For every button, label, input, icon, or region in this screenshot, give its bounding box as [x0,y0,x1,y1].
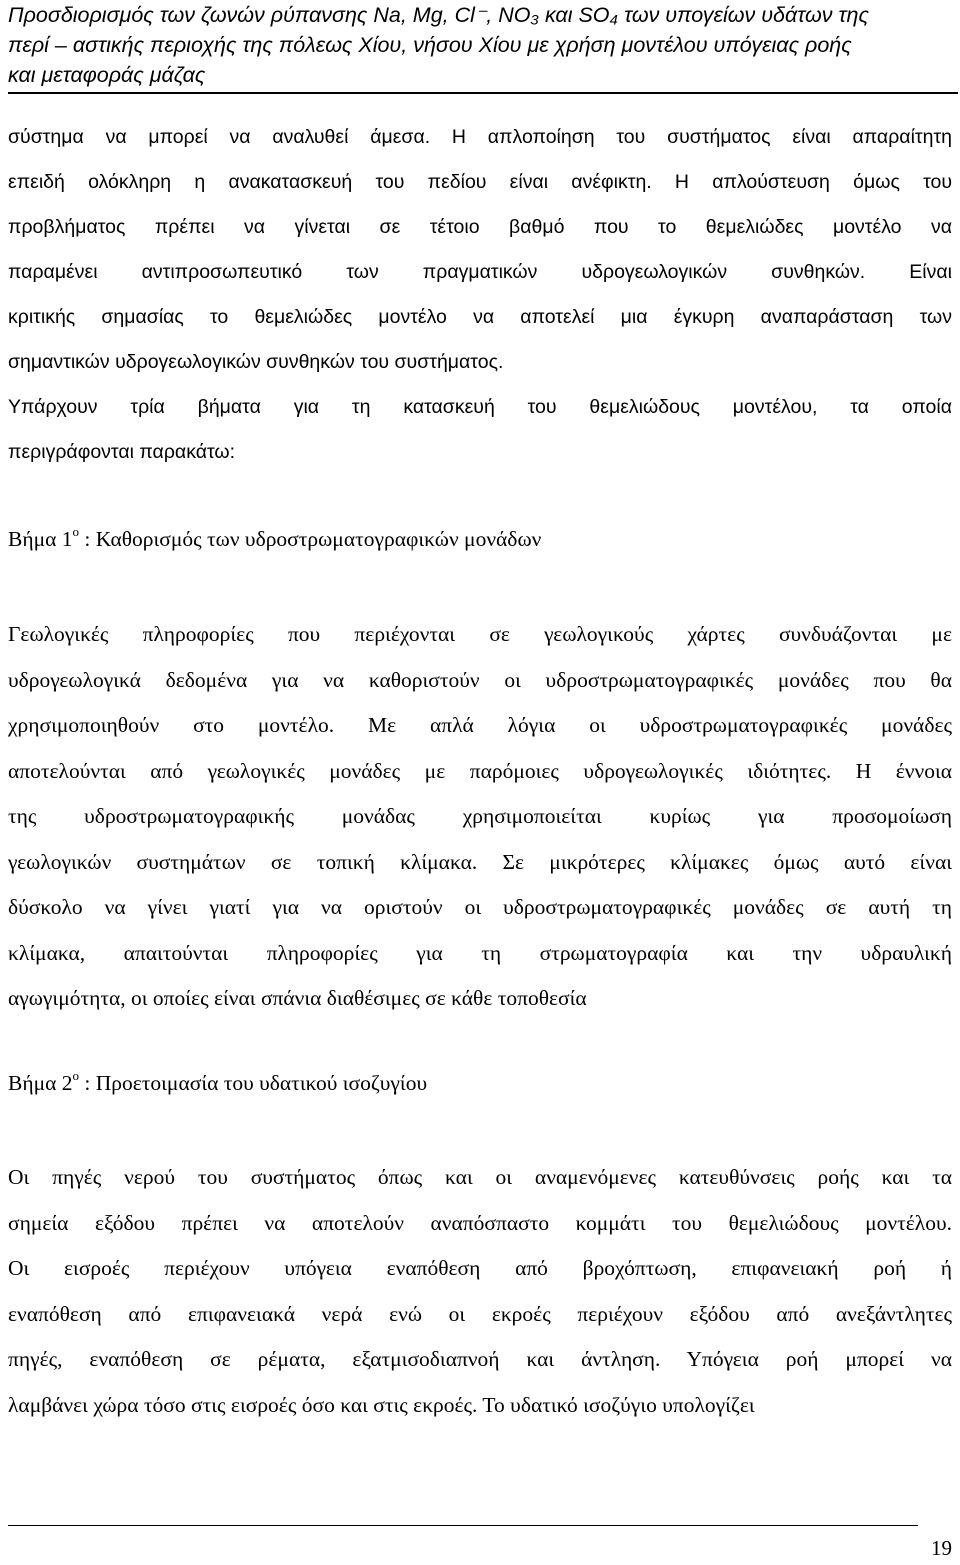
text-line: σημεία εξόδου πρέπει να αποτελούν αναπόσπαστο κομμάτι του θεμελιώδους μοντέλου. [8,1210,952,1235]
text-line: πηγές, εναπόθεση σε ρέματα, εξατμισοδιαπνοή και άντληση. Υπόγεια ροή μπορεί να [8,1347,952,1371]
text-line: Οι πηγές νερού του συστήματος όπως και οι αναμενόμενες κατευθύνσεις ροής και τα [8,1165,952,1189]
text-line: γεωλογικών συστημάτων σε τοπική κλίμακα. Σε μικρότερες κλίμακες όμως αυτό είναι [8,849,952,874]
intro-paragraph [8,115,952,475]
text-line: λαμβάνει χώρα τόσο στις εισροές όσο και στις εκροές. Το υδατικό ισοζύγιο υπολογίζει [8,1392,755,1417]
step-title: : Καθορισμός των υδροστρωματογραφικών μονάδων [79,527,542,551]
step-2-paragraph [8,1155,952,1428]
text-line: επειδή ολόκληρη η ανακατασκευή του πεδίου είναι ανέφικτη. Η απλούστευση όμως του [8,171,952,193]
text-line: αγωγιμότητα, οι οποίες είναι σπάνια διαθέσιμες σε κάθε τοποθεσία [8,986,587,1010]
text-line: προβλήματος πρέπει να γίνεται σε τέτοιο βαθμό που το θεμελιώδες μοντέλο να [8,216,952,238]
text-line: παραμένει αντιπροσωπευτικό των πραγματικών υδρογεωλογικών συνθηκών. Είναι [8,261,952,283]
step-label: Βήμα 1 [8,527,73,551]
text-line: σύστημα να μπορεί να αναλυθεί άμεσα. Η απλοποίηση του συστήματος είναι απαραίτητη [8,126,952,148]
text-line: περιγράφονται παρακάτω: [8,441,236,463]
text-line: Γεωλογικές πληροφορίες που περιέχονται σε γεωλογικούς χάρτες συνδυάζονται με [8,622,952,646]
step-1-heading [8,524,542,552]
header-divider [8,92,958,94]
text-line: υδρογεωλογικά δεδομένα για να καθοριστούν οι υδροστρωματογραφικές μονάδες που θα [8,667,952,692]
text-line: εναπόθεση από επιφανειακά νερά ενώ οι εκροές περιέχουν εξόδου από ανεξάντλητες [8,1301,952,1326]
header-line: περί – αστικής περιοχής της πόλεως Χίου, νήσου Χίου με χρήση μοντέλου υπόγειας ροής [8,33,852,57]
step-ordinal: ο [72,524,79,539]
step-ordinal: ο [72,1068,79,1083]
text-line: χρησιμοποιηθούν στο μοντέλο. Με απλά λόγια οι υδροστρωματογραφικές μονάδες [8,713,952,737]
footer-divider [8,1525,918,1526]
running-header [8,0,953,90]
text-line: σημαντικών υδρογεωλογικών συνθηκών του συστήματος. [8,351,504,373]
step-1-paragraph [8,612,952,1022]
text-line: κλίμακα, απαιτούνται πληροφορίες για τη στρωματογραφία και την υδραυλική [8,940,952,965]
text-line: αποτελούνται από γεωλογικές μονάδες με παρόμοιες υδρογεωλογικές ιδιότητες. Η έννοια [8,758,952,783]
text-line: Οι εισροές περιέχουν υπόγεια εναπόθεση από βροχόπτωση, επιφανειακή ροή ή [8,1256,952,1280]
text-line: Υπάρχουν τρία βήματα για τη κατασκευή του θεμελιώδους μοντέλου, τα οποία [8,396,952,418]
text-line: κριτικής σημασίας το θεμελιώδες μοντέλο να αποτελεί μια έγκυρη αναπαράσταση των [8,306,952,328]
header-line: Προσδιορισμός των ζωνών ρύπανσης Na, Mg, Cl⁻, NO₃ και SO₄ των υπογείων υδάτων της [8,3,869,27]
page-number: 19 [931,1536,952,1560]
text-line: δύσκολο να γίνει γιατί για να οριστούν οι υδροστρωματογραφικές μονάδες σε αυτή τη [8,895,952,919]
step-label: Βήμα 2 [8,1071,73,1095]
step-2-heading [8,1068,428,1096]
step-title: : Προετοιμασία του υδατικού ισοζυγίου [79,1071,428,1095]
text-line: της υδροστρωματογραφικής μονάδας χρησιμοποιείται κυρίως για προσομοίωση [8,804,952,828]
header-line: και μεταφοράς μάζας [8,63,206,87]
